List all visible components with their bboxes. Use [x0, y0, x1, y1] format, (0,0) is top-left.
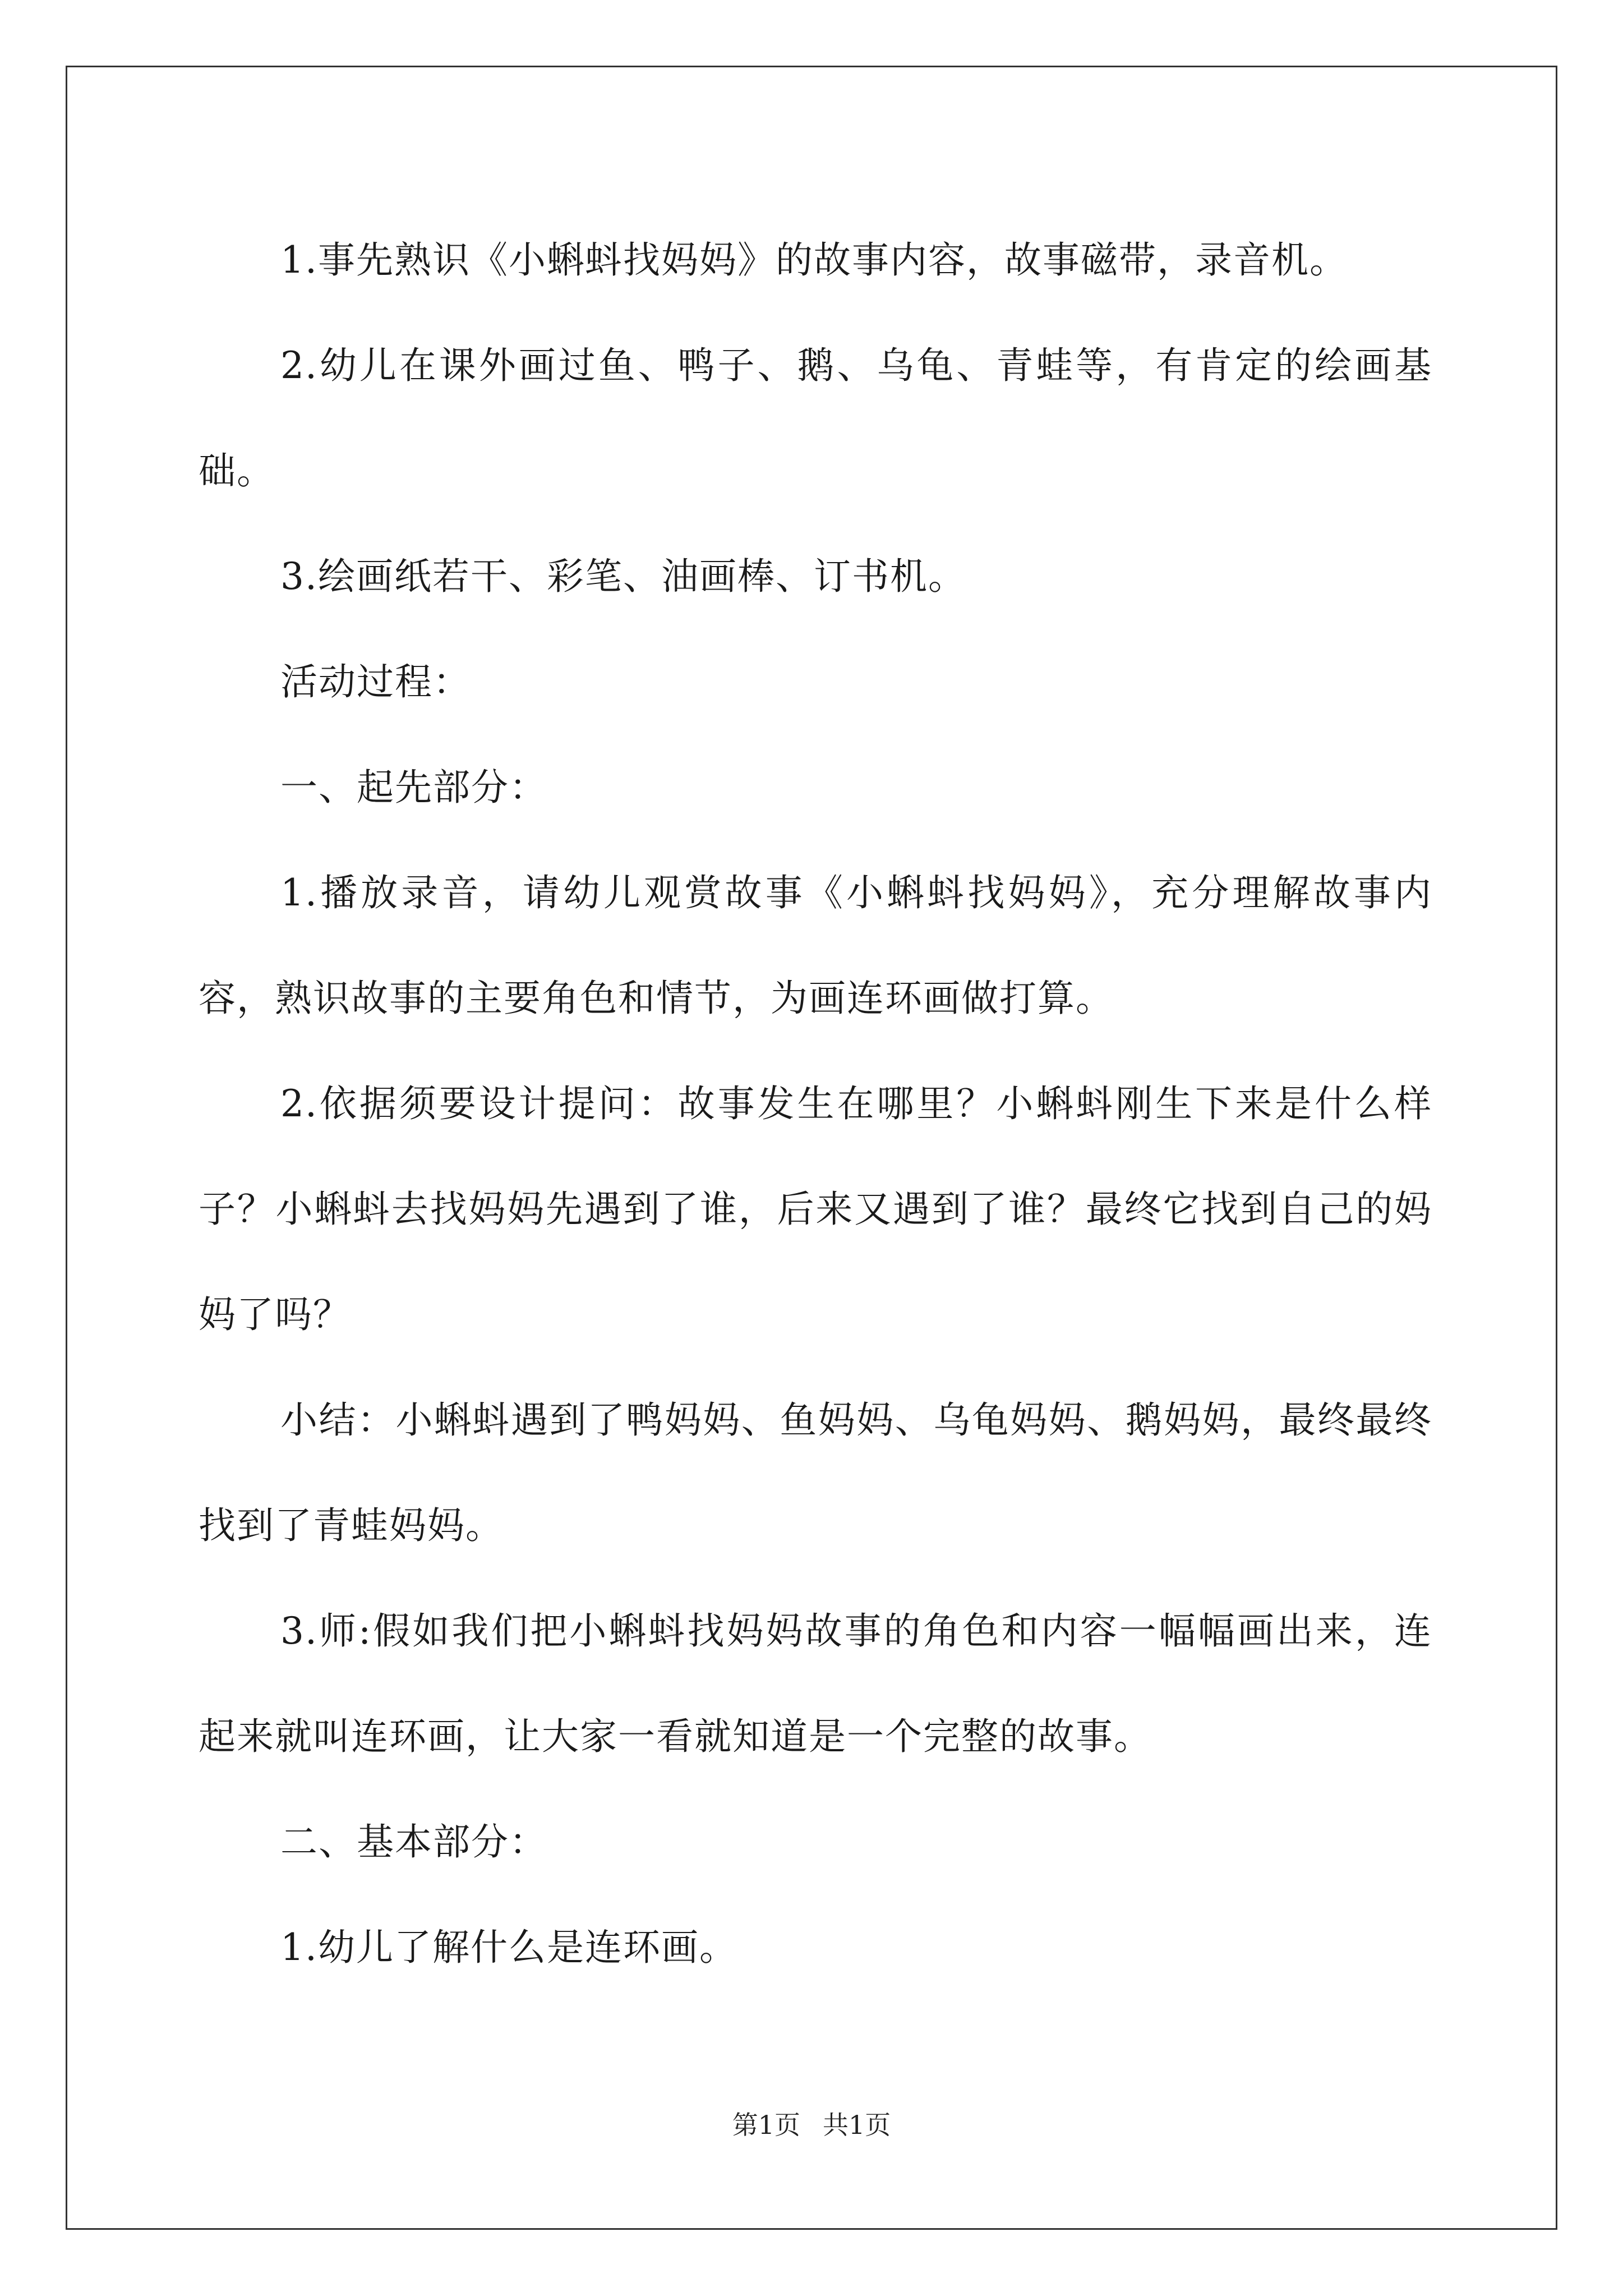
paragraph-materials-3: 3.绘画纸若干、彩笔、油画棒、订书机。 — [280, 555, 966, 598]
paragraph-part-one-1: 1.播放录音，请幼儿观赏故事《小蝌蚪找妈妈》，充分理解故事内容，熟识故事的主要角色和情节，为画连环画做打算。 — [199, 871, 1432, 1020]
page-number-current: 第1页 — [732, 2110, 800, 2140]
paragraph-summary: 小结：小蝌蚪遇到了鸭妈妈、鱼妈妈、乌龟妈妈、鹅妈妈，最终最终找到了青蛙妈妈。 — [199, 1398, 1432, 1547]
paragraph-part-one-2: 2.依据须要设计提问：故事发生在哪里？小蝌蚪刚生下来是什么样子？小蝌蚪去找妈妈先遇到了谁，后来又遇到了谁？最终它找到自己的妈妈了吗？ — [199, 1082, 1432, 1336]
section-heading-process: 活动过程： — [280, 660, 471, 703]
page-number-total: 共1页 — [823, 2110, 891, 2140]
paragraph-part-one-3: 3.师:假如我们把小蝌蚪找妈妈故事的角色和内容一幅幅画出来，连起来就叫连环画，让大家一看就知道是一个完整的故事。 — [199, 1609, 1432, 1758]
page-footer — [0, 2108, 1623, 2142]
section-heading-part-two: 二、基本部分： — [280, 1820, 547, 1864]
paragraph-materials-2: 2.幼儿在课外画过鱼、鸭子、鹅、乌龟、青蛙等，有肯定的绘画基础。 — [199, 344, 1432, 493]
paragraph-part-two-1: 1.幼儿了解什么是连环画。 — [280, 1926, 737, 1969]
document-body — [199, 208, 1432, 2000]
section-heading-part-one: 一、起先部分： — [280, 766, 547, 809]
paragraph-materials-1: 1.事先熟识《小蝌蚪找妈妈》的故事内容，故事磁带，录音机。 — [280, 238, 1348, 282]
